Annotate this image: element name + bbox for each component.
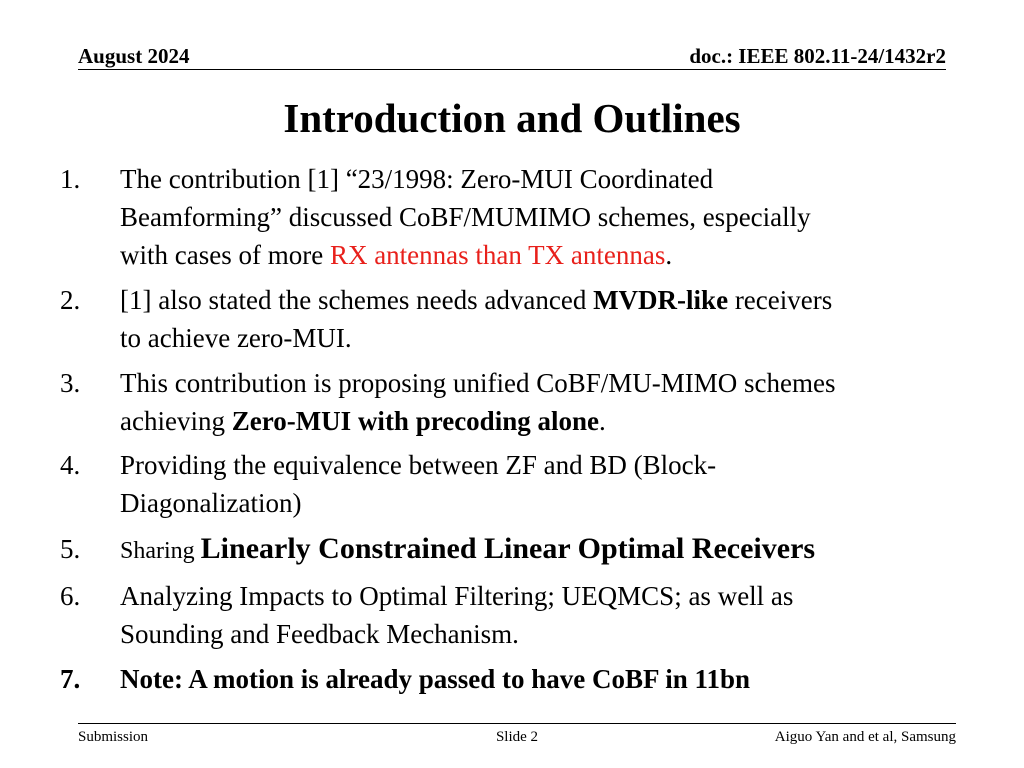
item-line — [120, 236, 970, 274]
item-line: Diagonalization) — [120, 488, 302, 518]
item-text — [120, 160, 970, 274]
item-line — [120, 530, 970, 570]
item-number: 4. — [60, 450, 81, 480]
item-line — [120, 402, 970, 440]
item-number: 5. — [60, 534, 81, 564]
header-divider — [78, 69, 946, 70]
item-line: Analyzing Impacts to Optimal Filtering; UEQMCS; as well as — [120, 581, 794, 611]
item-line: Beamforming” discussed CoBF/MUMIMO schemes, especially — [120, 202, 811, 232]
item-line: Sounding and Feedback Mechanism. — [120, 619, 519, 649]
item-text-run: achieving — [120, 406, 232, 436]
header-doc-id: doc.: IEEE 802.11-24/1432r2 — [689, 44, 946, 68]
highlighted-text: RX antennas than TX antennas — [329, 240, 666, 270]
item-number: 3. — [60, 368, 81, 398]
item-text — [120, 577, 970, 653]
item-text-run: [1] also stated the schemes needs advanced — [120, 285, 594, 315]
footer-divider — [78, 723, 956, 724]
footer-submission: Submission — [78, 729, 149, 745]
footer-authors: Aiguo Yan and et al, Samsung — [774, 729, 956, 745]
footer-slide-number: Slide 2 — [495, 729, 539, 745]
item-number: 6. — [60, 581, 81, 611]
item-text — [120, 364, 970, 440]
item-line — [120, 281, 970, 319]
item-text-run: receivers — [728, 285, 833, 315]
item-text — [120, 446, 970, 522]
bold-text: Zero-MUI with precoding alone — [231, 406, 599, 436]
item-text — [120, 530, 970, 570]
bold-text: Linearly Constrained Linear Optimal Receivers — [200, 532, 816, 565]
item-text-run: . — [598, 406, 606, 436]
item-line: to achieve zero-MUI. — [120, 323, 352, 353]
item-line: Note: A motion is already passed to have CoBF in 11bn — [120, 664, 751, 694]
item-number: 2. — [60, 285, 81, 315]
item-number: 7. — [60, 664, 81, 694]
item-text-run: with cases of more — [120, 240, 330, 270]
header-date: August 2024 — [78, 44, 190, 68]
item-number: 1. — [60, 164, 81, 194]
item-line: The contribution [1] “23/1998: Zero-MUI Coordinated — [120, 164, 714, 194]
item-line: Providing the equivalence between ZF and BD (Block- — [120, 450, 717, 480]
item-line: This contribution is proposing unified CoBF/MU-MIMO schemes — [120, 368, 836, 398]
item-text-run: Sharing — [120, 538, 201, 564]
slide-title: Introduction and Outlines — [283, 95, 741, 141]
bold-text: MVDR-like — [593, 285, 729, 315]
item-text — [120, 281, 970, 357]
item-text-run: . — [665, 240, 673, 270]
item-text — [120, 660, 970, 698]
